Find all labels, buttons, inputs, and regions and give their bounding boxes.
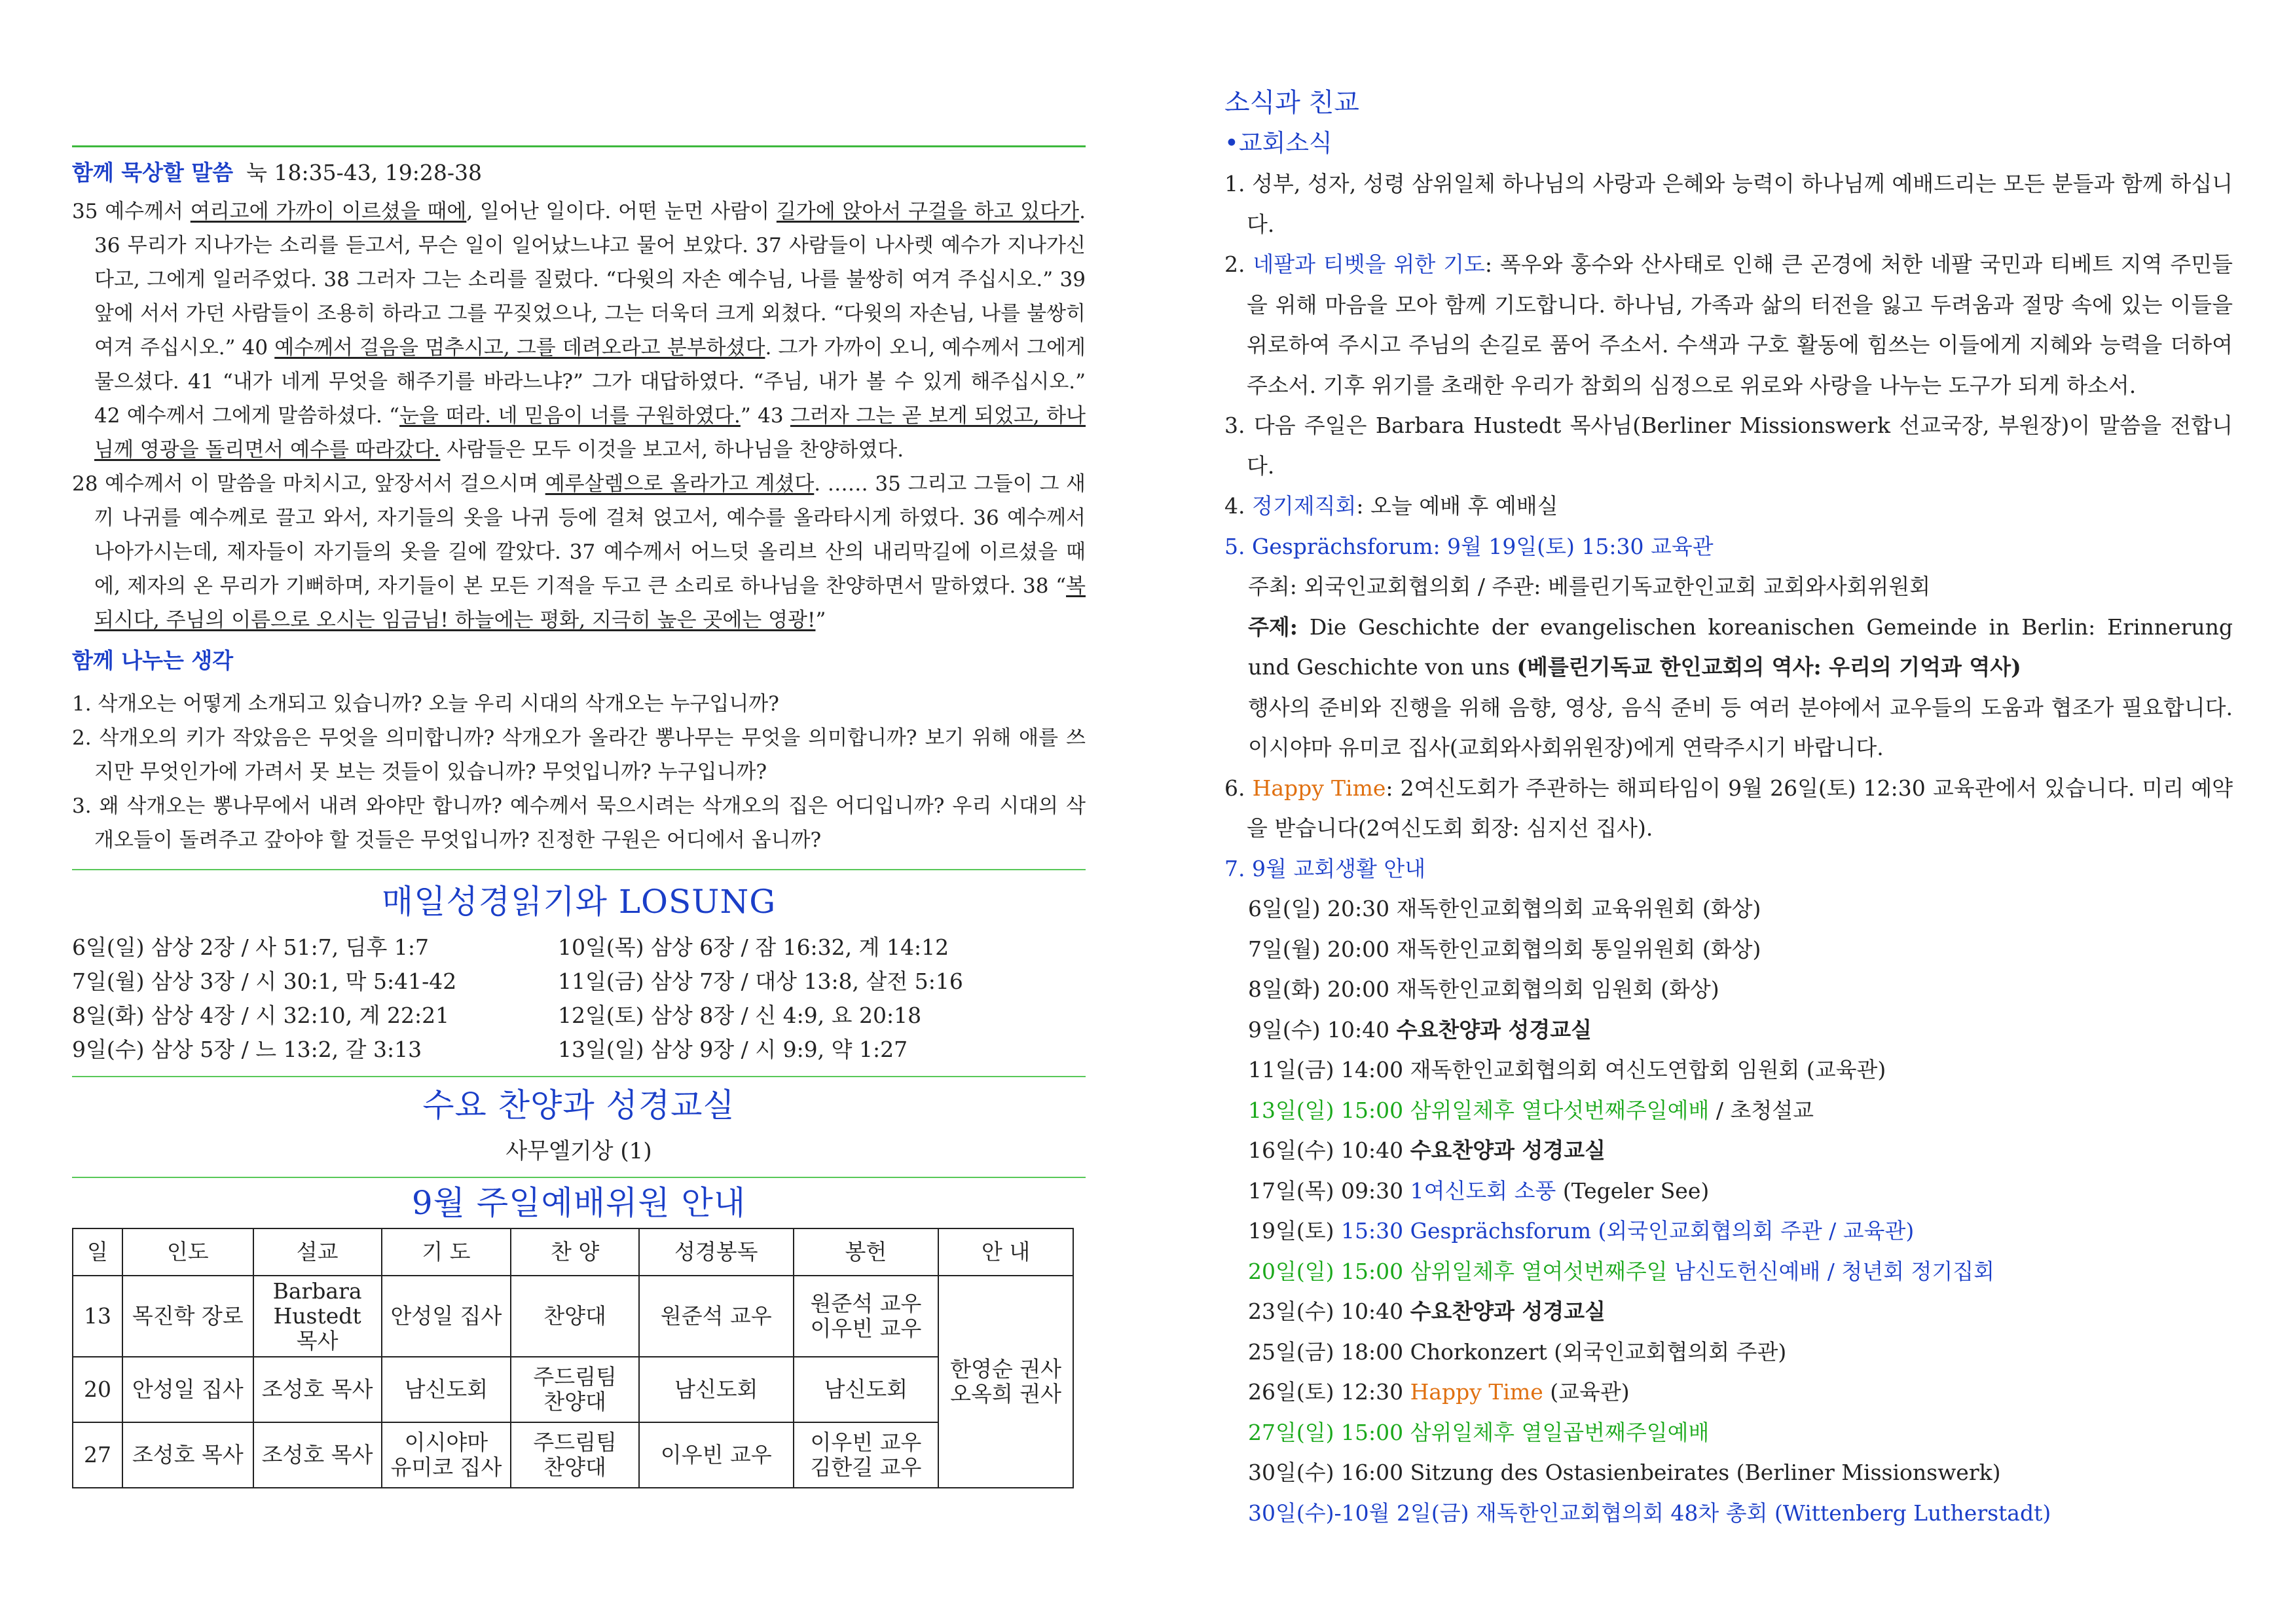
table-cell: 주드림팀 찬양대 [511, 1357, 639, 1422]
reading-right-column [558, 931, 1082, 1067]
daily-reading-title: 매일성경읽기와 LOSUNG [381, 883, 777, 921]
thought-item: 2. 삭개오의 키가 작았음은 무엇을 의미합니까? 삭개오가 올라간 뽕나무는 무엇을 의미합니까? 보기 위해 애를 쓰지만 무엇인가에 가려서 못 보는 것들이 있습니까? 무엇입니까? 누구입니까? [72, 726, 1086, 784]
reading-item: 10일(목) 삼상 6장 / 잠 16:32, 계 14:12 [558, 934, 949, 960]
table-row [73, 1422, 1073, 1488]
scripture-paragraph-1: 35 예수께서 여리고에 가까이 이르셨을 때에, 일어난 일이다. 어떤 눈먼 사람이 길가에 앉아서 구걸을 하고 있다가. 36 무리가 지나가는 소리를 듣고서, 무슨 일이 일어났느냐고 물어 보았다. 37 사람들이 나사렛 예수가 지나가신다고, 그에게 일러주었다. 38 그러자 그는 소리를 질렀다. “다윗의 자손 예수님, 나를 불쌍히 여겨 주십시오.” 39 앞에 서서 가던 사람들이 조용히 하라고 그를 꾸짖었으나, 그는 더욱더 크게 외쳤다. “다윗의 자손님, 나를 불쌍히 여겨 주십시오.” 40 예수께서 걸음을 멈추시고, 그를 데려오라고 분부하셨다. 그가 가까이 오니, 예수께서 그에게 물으셨다. 41 “내가 네게 무엇을 해주기를 바라느냐?” 그가 대답하였다. “주님, 내가 볼 수 있게 해주십시오.” 42 예수께서 그에게 말씀하셨다. “눈을 떠라. 네 믿음이 너를 구원하였다.” 43 그러자 그는 곧 보게 되었고, 하나님께 영광을 돌리면서 예수를 따라갔다. 사람들은 모두 이것을 보고서, 하나님을 찬양하였다. [72, 200, 1086, 462]
table-cell: 이우빈 교우 [639, 1422, 794, 1488]
thoughts-title: 함께 나누는 생각 [72, 648, 234, 673]
schedule-item: 30일(수)-10월 2일(금) 재독한인교회협의회 48차 총회 (Wittenberg Lutherstadt) [1248, 1500, 2051, 1526]
news-subtitle: •교회소식 [1224, 129, 1332, 157]
table-header-cell: 인도 [122, 1228, 253, 1276]
table-cell: 13 [73, 1276, 122, 1357]
schedule-item: 9일(수) 10:40 수요찬양과 성경교실 [1248, 1016, 1592, 1043]
news-item: 1. 성부, 성자, 성령 삼위일체 하나님의 사랑과 은혜와 능력이 하나님께 예배드리는 모든 분들과 함께 하십니다. [1224, 171, 2233, 237]
table-cell: 남신도회 [794, 1357, 939, 1422]
schedule-item: 23일(수) 10:40 수요찬양과 성경교실 [1248, 1299, 1606, 1324]
news-item-forum-host: 주최: 외국인교회협의회 / 주관: 베를린기독교한인교회 교회와사회위원회 [1248, 574, 1931, 599]
schedule-item: 30일(수) 16:00 Sitzung des Ostasienbeirates (Berliner Missionswerk) [1248, 1460, 2001, 1485]
table-row [73, 1276, 1073, 1357]
table-cell: 안성일 집사 [122, 1357, 253, 1422]
schedule-item: 13일(일) 15:00 삼위일체후 열다섯번째주일예배 / 초청설교 [1248, 1097, 1814, 1123]
daily-reading-section [72, 876, 1086, 1067]
table-header-cell: 안 내 [938, 1228, 1073, 1276]
table-header-cell: 설교 [253, 1228, 382, 1276]
news-item-forum-note: 행사의 준비와 진행을 위해 음향, 영상, 음식 준비 등 여러 분야에서 교우들의 도움과 협조가 필요합니다. 이시야마 유미코 집사(교회와사회위원장)에게 연락주시기 바랍니다. [1248, 694, 2233, 760]
schedule-item: 19일(토) 15:30 Gesprächsforum (외국인교회협의회 주관 / 교육관) [1248, 1218, 1915, 1244]
table-cell: 찬양대 [511, 1276, 639, 1357]
wednesday-subtitle: 사무엘기상 (1) [505, 1138, 652, 1164]
schedule-list [1224, 889, 2233, 1533]
schedule-item: 7일(월) 20:00 재독한인교회협의회 통일위원회 (화상) [1248, 936, 1761, 962]
duty-title: 9월 주일예배위원 안내 [411, 1184, 746, 1222]
news-item-forum-head: 5. Gesprächsforum: 9월 19일(토) 15:30 교육관 [1224, 533, 1714, 559]
table-cell: 이시야마 유미코 집사 [382, 1422, 511, 1488]
duty-table [72, 1228, 1074, 1488]
table-cell: 조성호 목사 [253, 1357, 382, 1422]
table-header-row [73, 1228, 1073, 1276]
table-cell: 이우빈 교우 김한길 교우 [794, 1422, 939, 1488]
news-item: 3. 다음 주일은 Barbara Hustedt 목사님(Berliner Missionswerk 선교국장, 부원장)이 말씀을 전합니다. [1224, 413, 2233, 479]
reading-item: 9일(수) 삼상 5장 / 느 13:2, 갈 3:13 [72, 1037, 422, 1062]
table-cell: Barbara Hustedt 목사 [253, 1276, 382, 1357]
thought-item: 3. 왜 삭개오는 뽕나무에서 내려 와야만 합니까? 예수께서 묵으시려는 삭개오의 집은 어디입니까? 우리 시대의 삭개오들이 돌려주고 갚아야 할 것들은 무엇입니까? 진정한 구원은 어디에서 옵니까? [72, 794, 1086, 852]
reading-item: 6일(일) 삼상 2장 / 사 51:7, 딤후 1:7 [72, 934, 430, 960]
divider [72, 869, 1086, 870]
table-cell: 27 [73, 1422, 122, 1488]
schedule-item: 25일(금) 18:00 Chorkonzert (외국인교회협의회 주관) [1248, 1338, 1787, 1365]
table-cell: 조성호 목사 [253, 1422, 382, 1488]
reading-left-column [72, 931, 558, 1067]
news-list [1224, 164, 2233, 1533]
schedule-item: 16일(수) 10:40 수요찬양과 성경교실 [1248, 1137, 1606, 1163]
thoughts-section [72, 644, 1086, 857]
news-item: 4. 정기제직회: 오늘 예배 후 예배실 [1224, 493, 1558, 519]
table-cell: 남신도회 [639, 1357, 794, 1422]
schedule-item: 20일(일) 15:00 삼위일체후 열여섯번째주일 남신도헌신예배 / 청년회 정기집회 [1248, 1258, 1994, 1284]
table-header-cell: 찬 양 [511, 1228, 639, 1276]
top-divider [72, 145, 1086, 147]
thought-item: 1. 삭개오는 어떻게 소개되고 있습니까? 오늘 우리 시대의 삭개오는 누구입니까? [72, 692, 779, 716]
table-header-cell: 일 [73, 1228, 122, 1276]
schedule-item: 27일(일) 15:00 삼위일체후 열일곱번째주일예배 [1248, 1419, 1710, 1445]
table-cell: 주드림팀 찬양대 [511, 1422, 639, 1488]
reading-item: 12일(토) 삼상 8장 / 신 4:9, 요 20:18 [558, 1003, 922, 1028]
schedule-item: 6일(일) 20:30 재독한인교회협의회 교육위원회 (화상) [1248, 896, 1761, 921]
table-cell: 남신도회 [382, 1357, 511, 1422]
news-title: 소식과 친교 [1224, 88, 1359, 118]
reading-item: 8일(화) 삼상 4장 / 시 32:10, 계 22:21 [72, 1003, 450, 1028]
news-item-forum-topic: 주제: Die Geschichte der evangelischen koreanischen Gemeinde in Berlin: Erinnerung und Geschichte von uns (베를린기독교 한인교회의 역사: 우리의 기억과 역사) [1248, 614, 2233, 680]
schedule-item: 11일(금) 14:00 재독한인교회협의회 여신도연합회 임원회 (교육관) [1248, 1057, 1886, 1082]
table-header-cell: 기 도 [382, 1228, 511, 1276]
meditation-ref: 눅 18:35-43, 19:28-38 [246, 160, 482, 185]
table-cell: 원준석 교우 [639, 1276, 794, 1357]
wednesday-title: 수요 찬양과 성경교실 [422, 1086, 735, 1124]
schedule-item: 8일(화) 20:00 재독한인교회협의회 임원회 (화상) [1248, 976, 1719, 1002]
table-row [73, 1357, 1073, 1422]
table-cell-guide: 한영순 권사 오옥희 권사 [938, 1276, 1073, 1488]
wednesday-section [72, 1077, 1086, 1169]
news-item: 2. 네팔과 티벳을 위한 기도: 폭우와 홍수와 산사태로 인해 큰 곤경에 처한 네팔 국민과 티베트 지역 주민들을 위해 마음을 모아 함께 기도합니다. 하나님, 가족과 삶의 터전을 잃고 두려움과 절망 속에 있는 이들을 위로하여 주시고 주님의 손길로 품어 주소서. 수색과 구호 활동에 힘쓰는 이들에게 지혜와 능력을 더하여 주소서. 기후 위기를 초래한 우리가 참회의 심정으로 위로와 사랑을 나누는 도구가 되게 하소서. [1224, 251, 2233, 398]
table-header-cell: 봉헌 [794, 1228, 939, 1276]
schedule-item: 26일(토) 12:30 Happy Time (교육관) [1248, 1379, 1630, 1405]
news-item-schedule-head: 7. 9월 교회생활 안내 [1224, 855, 1426, 881]
duty-section [72, 1178, 1086, 1488]
reading-item: 11일(금) 삼상 7장 / 대상 13:8, 살전 5:16 [558, 969, 963, 994]
news-item: 6. Happy Time: 2여신도회가 주관하는 해피타임이 9월 26일(토) 12:30 교육관에서 있습니다. 미리 예약을 받습니다(2여신도회 회장: 심지선 집사). [1224, 775, 2233, 841]
left-page [72, 0, 1086, 1488]
table-header-cell: 성경봉독 [639, 1228, 794, 1276]
schedule-item: 17일(목) 09:30 1여신도회 소풍 (Tegeler See) [1248, 1177, 1710, 1204]
reading-item: 7일(월) 삼상 3장 / 시 30:1, 막 5:41-42 [72, 969, 457, 994]
right-page [1224, 0, 2233, 1533]
table-cell: 조성호 목사 [122, 1422, 253, 1488]
table-cell: 목진학 장로 [122, 1276, 253, 1357]
table-cell: 20 [73, 1357, 122, 1422]
table-cell: 원준석 교우 이우빈 교우 [794, 1276, 939, 1357]
table-cell: 안성일 집사 [382, 1276, 511, 1357]
meditation-section [72, 157, 1086, 637]
meditation-title: 함께 묵상할 말씀 [72, 160, 234, 185]
reading-item: 13일(일) 삼상 9장 / 시 9:9, 약 1:27 [558, 1037, 908, 1062]
scripture-paragraph-2: 28 예수께서 이 말씀을 마치시고, 앞장서서 걸으시며 예루살렘으로 올라가고 계셨다. …… 35 그리고 그들이 그 새끼 나귀를 예수께로 끌고 와서, 자기들의 옷을 나귀 등에 걸쳐 얹고서, 예수를 올라타시게 하였다. 36 예수께서 나아가시는데, 제자들이 자기들의 옷을 길에 깔았다. 37 예수께서 어느덧 올리브 산의 내리막길에 이르셨을 때에, 제자의 온 무리가 기뻐하며, 자기들이 본 모든 기적을 두고 큰 소리로 하나님을 찬양하면서 말하였다. 38 “복되시다, 주님의 이름으로 오시는 임금님! 하늘에는 평화, 지극히 높은 곳에는 영광!” [72, 472, 1086, 632]
